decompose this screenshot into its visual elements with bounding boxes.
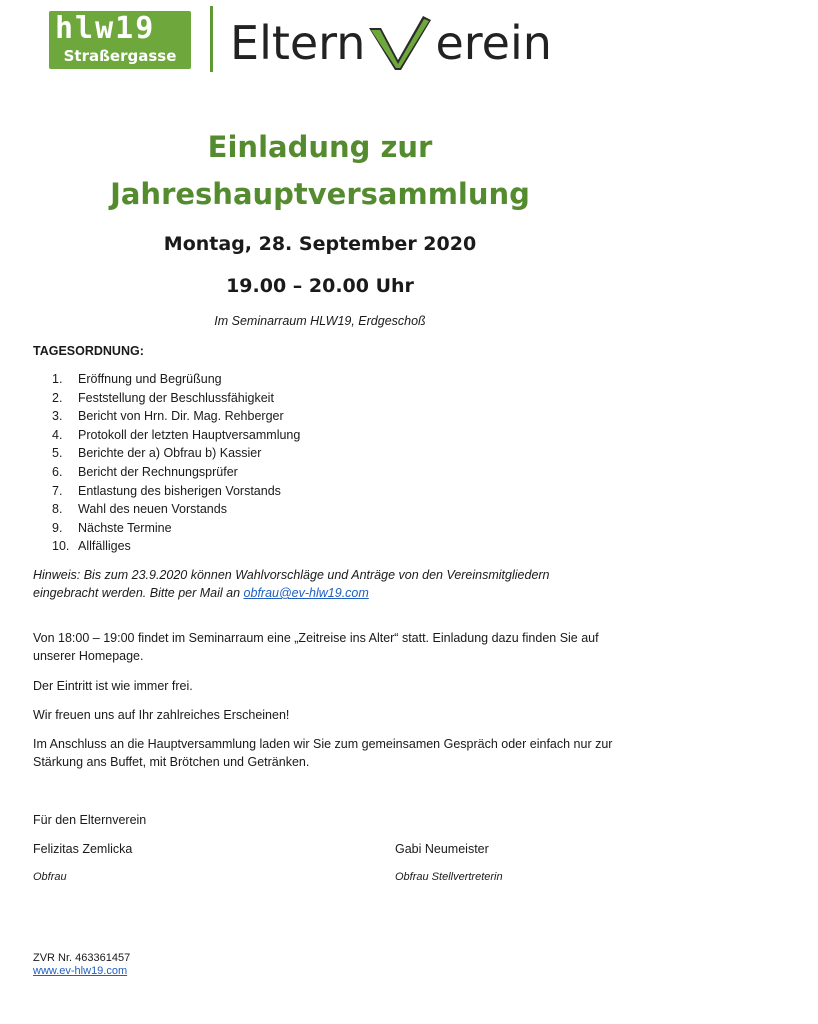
event-place: Im Seminarraum HLW19, Erdgeschoß (214, 314, 426, 328)
brand-suffix: erein (435, 16, 552, 70)
agenda-title: TAGESORDNUNG: (33, 344, 144, 358)
brand-prefix: Eltern (230, 16, 366, 70)
agenda-item (52, 444, 300, 463)
agenda-item (52, 482, 300, 501)
logo-sub-text: Straßergasse (63, 47, 177, 65)
signature-name-1: Felizitas Zemlicka (33, 842, 133, 856)
agenda-item (52, 519, 300, 538)
agenda-item-number: 8. (52, 502, 63, 517)
hint-paragraph (33, 566, 613, 602)
elternverein-brand (230, 14, 552, 72)
logo-main-text: hlw19 (55, 11, 156, 46)
signature-name-2: Gabi Neumeister (395, 842, 489, 856)
signature-role-1: Obfrau (33, 871, 67, 883)
hint-text: Hinweis: Bis zum 23.9.2020 können Wahlvorschläge und Anträge von den Vereinsmitgliedern eingebracht werden. Bitte per Mail an (33, 568, 550, 600)
title-line-2: Jahreshauptversammlung (110, 177, 530, 211)
signature-role-2: Obfrau Stellvertreterin (395, 871, 503, 883)
agenda-item-number: 5. (52, 446, 63, 461)
agenda-item-text: Allfälliges (78, 539, 131, 554)
agenda-item (52, 537, 300, 556)
paragraph-welcome: Wir freuen uns auf Ihr zahlreiches Erscheinen! (33, 708, 290, 722)
agenda-item-text: Bericht der Rechnungsprüfer (78, 464, 238, 479)
agenda-item-text: Wahl des neuen Vorstands (78, 502, 227, 517)
agenda-item-number: 1. (52, 372, 63, 386)
agenda-item (52, 407, 300, 426)
checkmark-v-icon (365, 14, 435, 72)
agenda-item (52, 426, 300, 445)
footer (33, 952, 130, 978)
title-line-1: Einladung zur (207, 130, 433, 164)
zvr-number: ZVR Nr. 463361457 (33, 952, 131, 964)
agenda-item-number: 10. (52, 539, 70, 554)
paragraph-zeitreise: Von 18:00 – 19:00 findet im Seminarraum eine „Zeitreise ins Alter“ statt. Einladung dazu finden Sie auf unserer Homepage. (33, 631, 599, 663)
website-link[interactable]: www.ev-hlw19.com (33, 965, 128, 977)
agenda-item-text: Nächste Termine (78, 520, 172, 535)
agenda-item-text: Berichte der a) Obfrau b) Kassier (78, 446, 262, 461)
agenda-item-text: Bericht von Hrn. Dir. Mag. Rehberger (78, 409, 284, 424)
event-date: Montag, 28. September 2020 (163, 233, 477, 255)
agenda-item-number: 3. (52, 409, 63, 424)
agenda-item-number: 6. (52, 464, 63, 479)
signature-org: Für den Elternverein (33, 813, 147, 827)
agenda-item-number: 4. (52, 427, 63, 442)
email-link[interactable]: obfrau@ev-hlw19.com (243, 586, 369, 600)
agenda-item (52, 463, 300, 482)
agenda-item (52, 500, 300, 519)
agenda-item (52, 389, 300, 408)
agenda-item-text: Eröffnung und Begrüßung (78, 372, 222, 386)
logo-divider (210, 6, 213, 72)
paragraph-buffet: Im Anschluss an die Hauptversammlung laden wir Sie zum gemeinsamen Gespräch oder einfach nur zur Stärkung ans Buffet, mit Brötchen und Getränken. (33, 737, 613, 769)
paragraph-entry: Der Eintritt ist wie immer frei. (33, 679, 193, 693)
agenda-list (52, 370, 300, 556)
event-time: 19.00 – 20.00 Uhr (226, 275, 414, 297)
agenda-item-text: Entlastung des bisherigen Vorstands (78, 483, 281, 498)
agenda-item-number: 2. (52, 390, 63, 405)
agenda-item-text: Protokoll der letzten Hauptversammlung (78, 427, 301, 442)
hlw19-logo (49, 11, 191, 69)
agenda-item (52, 370, 300, 389)
agenda-item-number: 9. (52, 520, 63, 535)
agenda-item-text: Feststellung der Beschlussfähigkeit (78, 390, 274, 405)
agenda-item-number: 7. (52, 483, 63, 498)
